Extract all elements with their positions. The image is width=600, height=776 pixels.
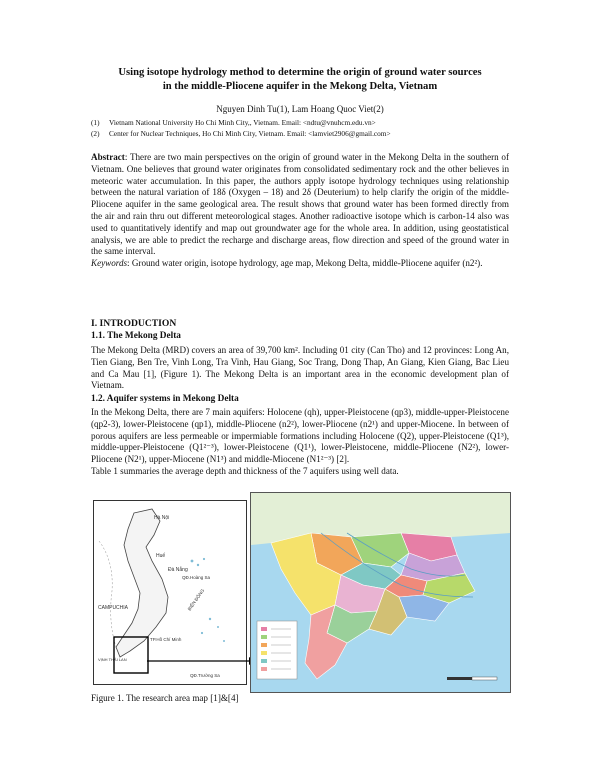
author-list: Nguyen Dinh Tu(1), Lam Hoang Quoc Viet(2) [216,104,384,114]
figure-caption: Figure 1. The research area map [1]&[4] [91,693,239,703]
map-label: BIỂN ĐÔNG [186,588,206,612]
keywords-text: : Ground water origin, isotope hydrology, age map, Mekong Delta, middle-Pliocene aquifer (n2²). [127,258,483,269]
paragraph-mekong-delta: The Mekong Delta (MRD) covers an area of 39,700 km². Including 01 city (Can Tho) and 12 provinces: Long An, Tien Giang, Ben Tre, Vinh Long, Tra Vinh, Hau Giang, Soc Trang, Dong Thap, An Giang, Kien Giang, Bac Lieu and Ca Mau [1], (Figure 1). The Mekong Delta is an important area in the economic development plan of Vietnam. [91,345,509,391]
affiliation-number: (2) [91,129,100,138]
map-label: Hà Nội [154,515,170,521]
table-note: Table 1 summaries the average depth and thickness of the 7 aquifers using well data. [91,465,399,476]
map-label: TP.Hồ Chí Minh [150,637,182,642]
title-line-1: Using isotope hydrology method to determine the origin of ground water sources [118,67,482,78]
connector-arrow [145,655,255,667]
map-label: QĐ.Hoàng Sa [182,575,211,580]
affiliation-text: Center for Nuclear Techniques, Ho Chi Minh City, Vietnam. Email: <lamviet2906@gmail.com> [109,129,391,138]
paragraph-aquifer-systems [91,407,509,478]
vietnam-outline [116,509,168,657]
map-label: VỊNH THÁI LAN [98,657,127,662]
aquifer-text: In the Mekong Delta, there are 7 main aquifers: Holocene (qh), upper-Pleistocene (qp3), middle-upper-Pleistocene (qp2-3), lower-Pleistocene (qp1), middle-Pliocene (n2²), lower-Pliocene (n2¹) and upper-Miocene. In between of porous aquifers are less permeable or impermiable formations including Holocene (Q2), upper-Pleistocene (Q1³), middle-upper-Pleistocene (Q1²⁻³), lower-Pleistocene (Q1¹), lower-Pleistocene, middle-Pliocene (N2²), lower-Pliocene (N2¹), upper-Miocene (N1³) and middle-Miocene (N1²⁻³) [2]. [91,407,509,465]
affiliation-text: Vietnam National University Ho Chi Minh City,, Vietnam. Email: <ndtu@vnuhcm.edu.vn> [109,118,376,127]
keywords-label: Keywords [91,258,128,269]
affiliation-2 [91,129,391,139]
paper-title [80,66,520,94]
mekong-delta-province-map [250,492,511,693]
map-label: CAMPUCHIA [98,605,129,611]
abstract-label: Abstract [91,152,125,162]
scale-bar [447,677,497,680]
affiliation-1 [91,118,376,128]
title-line-2: in the middle-Pliocene aquifer in the Mekong Delta, Vietnam [162,81,438,92]
section-heading-introduction: I. INTRODUCTION [91,318,177,329]
affiliation-number: (1) [91,118,100,127]
abstract [91,152,509,270]
neighbor-outline [99,541,116,647]
map-label: QĐ.Trường Sa [190,673,220,678]
map-legend [257,621,297,679]
abstract-text: : There are two main perspectives on the origin of ground water in the Mekong Delta in the southern of Vietnam. One believes that ground water originates from consolidated sedimentary rock and the other believes in meteoric water accumulation. In this paper, the authors apply isotope hydrology techniques using relationship between the natural variation of 18δ (Oxygen – 18) and 2δ (Deuterium) to help clarify the origin of the middle-Pliocene aquifer in the same geological area. The result shows that ground water has been formed directly from the air and rain thru out different meteorological stages. Another radioactive isotope which is carbon-14 also was used to quantitatively identify and map out groundwater age for the whole area. In addition, using geostatistical analysis, we are able to predict the recharge and discharge areas, flow direction and speed of the ground water in the same interval. [91,152,509,257]
map-label: Đà Nẵng [168,567,188,573]
subsection-heading-mekong-delta: 1.1. The Mekong Delta [91,331,181,341]
map-label: Huế [156,553,166,559]
subsection-heading-aquifer-systems: 1.2. Aquifer systems in Mekong Delta [91,394,239,404]
